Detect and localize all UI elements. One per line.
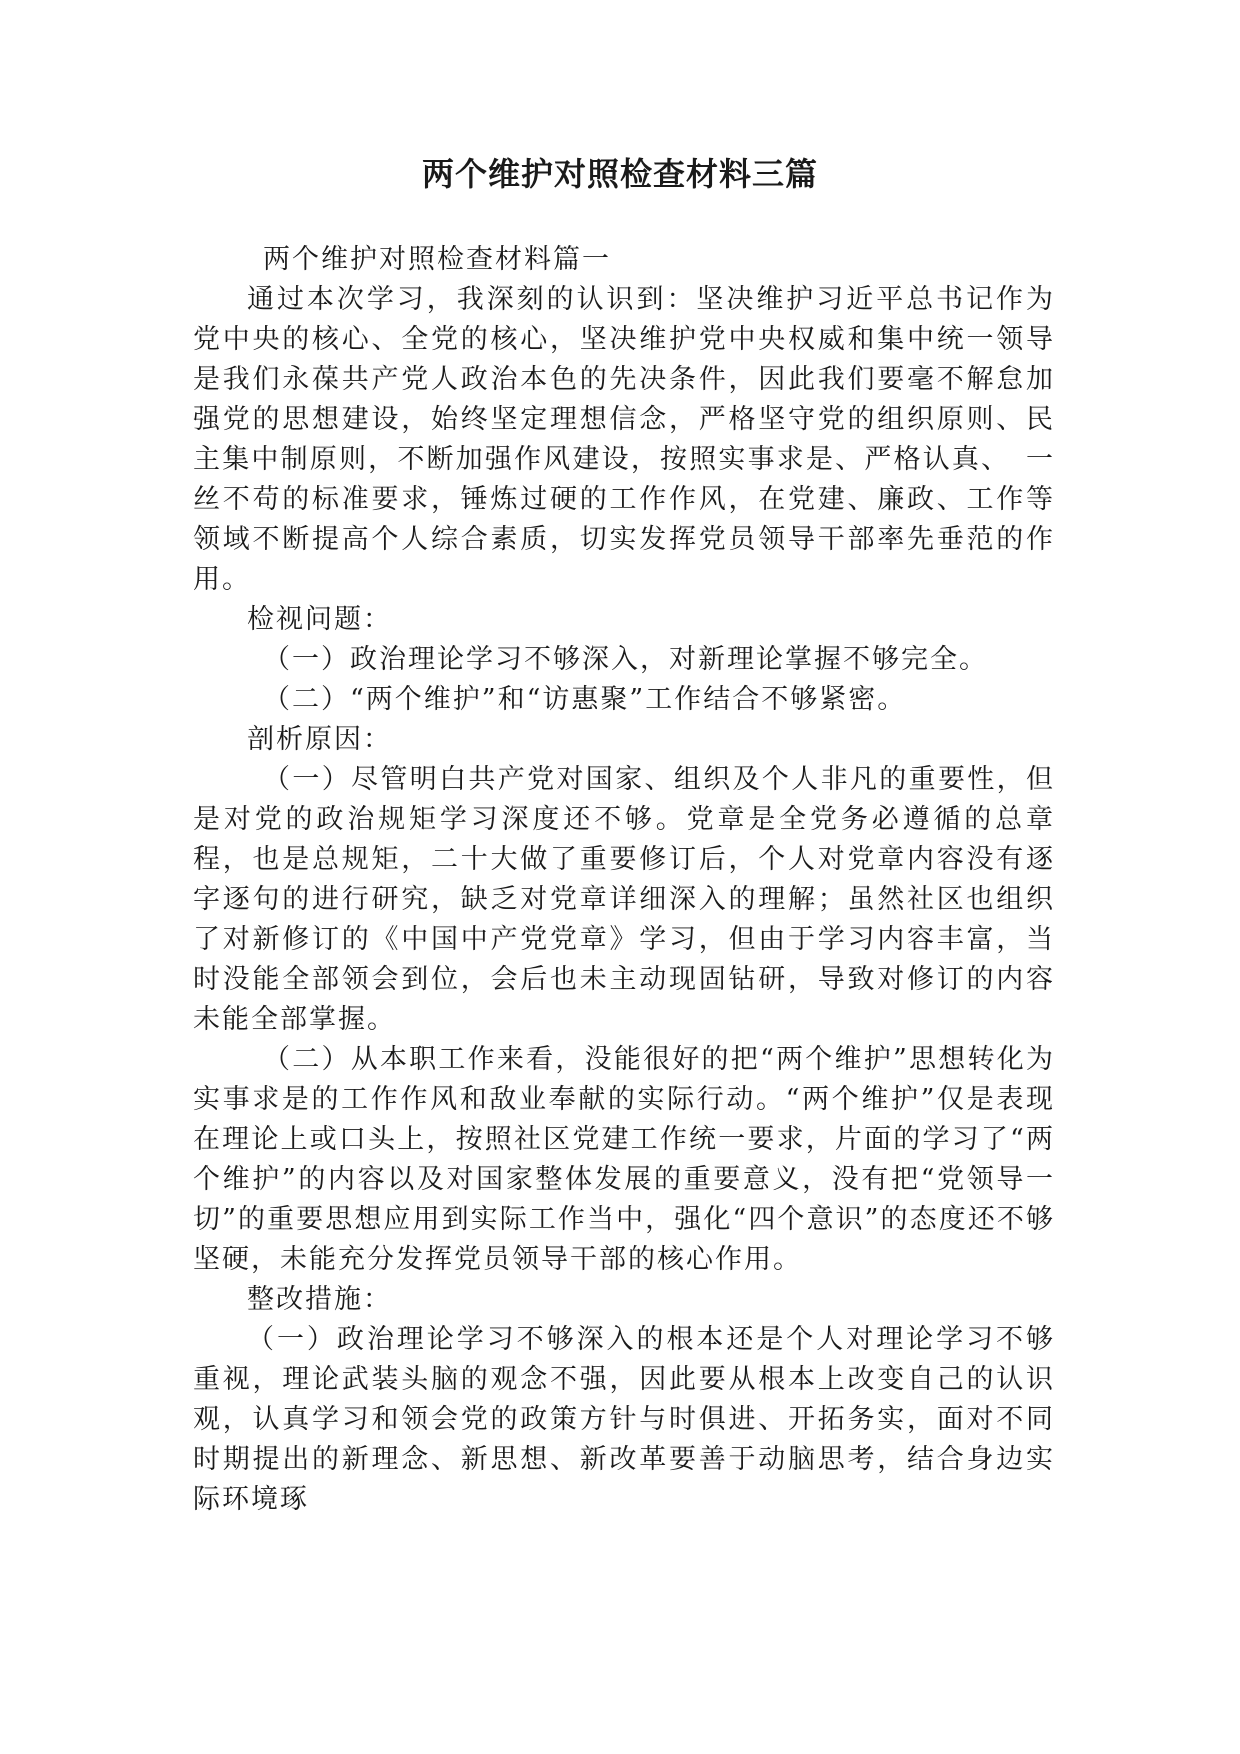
causes-heading: 剖析原因： <box>247 724 392 755</box>
cause-paragraph: （一）尽管明白共产党对国家、组织及个人非凡的重要性，但是对党的政治规矩学习深度还不够。党章是全党务必遵循的总章程，也是总规矩，二十大做了重要修订后，个人对党章内容没有逐字逐句的进行研究，缺乏对党章详细深入的理解；虽然社区也组织了对新修订的《中国中产党党章》学习，但由于学习内容丰富，当时没能全部领会到位，会后也未主动现固钻研，导致对修订的内容未能全部掌握。 <box>193 764 1055 1035</box>
problem-item: （二）“两个维护”和“访惠聚”工作结合不够紧密。 <box>263 684 907 715</box>
measures-heading: 整改措施： <box>247 1284 392 1315</box>
document-title: 两个维护对照检查材料三篇 <box>421 155 818 193</box>
problem-item: （一）政治理论学习不够深入，对新理论掌握不够完全。 <box>263 644 988 675</box>
intro-paragraph: 通过本次学习，我深刻的认识到：坚决维护习近平总书记作为党中央的核心、全党的核心，坚决维护党中央权威和集中统一领导是我们永葆共产党人政治本色的先决条件，因此我们要毫不解怠加强党的思想建设，始终坚定理想信念，严格坚守党的组织原则、民主集中制原则，不断加强作风建设，按照实事求是、严格认真、 一丝不苟的标准要求，锤炼过硬的工作作风，在党建、廉政、工作等领域不断提高个人综合素质，切实发挥党员领导干部率先垂范的作用。 <box>193 284 1055 595</box>
document-body <box>193 240 1055 1520</box>
cause-paragraph: （二）从本职工作来看，没能很好的把“两个维护”思想转化为实事求是的工作作风和敌业奉献的实际行动。“两个维护”仅是表现在理论上或口头上，按照社区党建工作统一要求，片面的学习了“两个维护”的内容以及对国家整体发展的重要意义，没有把“党领导一切”的重要思想应用到实际工作当中，强化“四个意识”的态度还不够坚硬，未能充分发挥党员领导干部的核心作用。 <box>193 1044 1055 1275</box>
document-subtitle: 两个维护对照检查材料篇一 <box>263 244 611 275</box>
problems-heading: 检视问题： <box>247 604 392 635</box>
measure-paragraph: （一）政治理论学习不够深入的根本还是个人对理论学习不够重视，理论武装头脑的观念不强，因此要从根本上改变自己的认识观，认真学习和领会党的政策方针与时俱进、开拓务实，面对不同时期提出的新理念、新思想、新改革要善于动脑思考，结合身边实际环境琢 <box>193 1324 1055 1515</box>
